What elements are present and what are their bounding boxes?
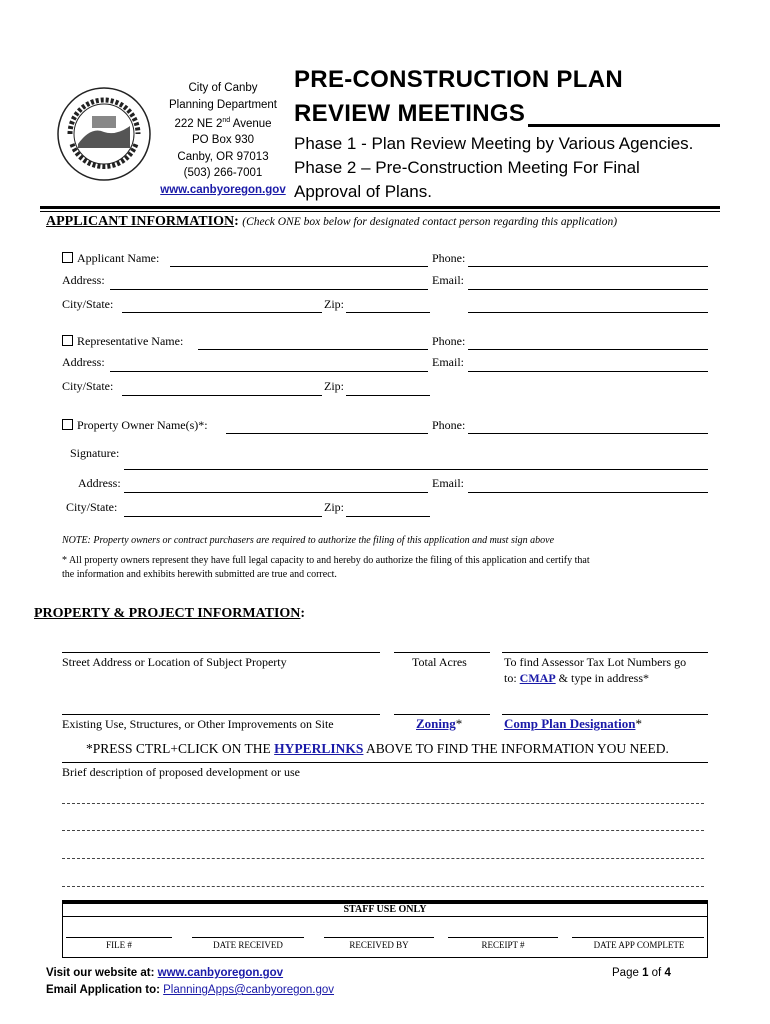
representative-phone-label: Phone: (432, 334, 466, 348)
received-by-field[interactable] (324, 937, 434, 938)
representative-address-label: Address: (62, 355, 105, 369)
footer-website-link[interactable]: www.canbyoregon.gov (157, 967, 284, 979)
description-line-1[interactable] (62, 803, 704, 804)
applicant-name-field[interactable] (170, 266, 428, 267)
owner-email-label: Email: (432, 476, 464, 490)
zoning-link[interactable]: Zoning (416, 716, 456, 731)
page-title-line2: REVIEW MEETINGS (294, 100, 526, 127)
applicant-heading: APPLICANT INFORMATION: (Check ONE box below for designated contact person regarding this application) (46, 214, 618, 229)
owner-name-label[interactable]: Property Owner Name(s)*: (62, 418, 208, 433)
description-line-2[interactable] (62, 830, 704, 831)
representative-zip-field[interactable] (346, 395, 430, 396)
header-divider (40, 206, 720, 209)
staff-col-receipt: RECEIPT # (481, 940, 525, 950)
phase-1-text: Phase 1 - Plan Review Meeting by Various Agencies. (294, 134, 694, 153)
dept-pobox: PO Box 930 (191, 134, 254, 147)
receipt-number-field[interactable] (448, 937, 558, 938)
existing-use-label: Existing Use, Structures, or Other Improvements on Site (62, 717, 334, 731)
comp-plan-field[interactable] (502, 714, 708, 715)
applicant-zip-field[interactable] (346, 312, 430, 313)
representative-address-field[interactable] (110, 371, 428, 372)
dept-city: City of Canby (188, 82, 258, 94)
zoning-field[interactable] (394, 714, 490, 715)
page-title-line1: PRE-CONSTRUCTION PLAN (294, 66, 623, 93)
representative-zip-label: Zip: (324, 379, 344, 393)
representative-phone-field[interactable] (468, 349, 708, 350)
owner-zip-field[interactable] (346, 516, 430, 517)
total-acres-field[interactable] (394, 652, 490, 653)
applicant-name-label[interactable]: Applicant Name: (62, 251, 159, 266)
staff-col-date-complete: DATE APP COMPLETE (593, 940, 685, 950)
applicant-address-label: Address: (62, 273, 105, 287)
title-rule (528, 124, 720, 127)
tax-lot-instructions-cont: to: CMAP & type in address* (504, 671, 649, 685)
footer-email: Email Application to: PlanningApps@canbyoregon.gov (46, 984, 335, 996)
owner-certification-line2: the information and exhibits herewith submitted are true and correct. (62, 569, 337, 580)
owner-zip-label: Zip: (324, 500, 344, 514)
existing-use-field[interactable] (62, 714, 380, 715)
owner-city-field[interactable] (124, 516, 322, 517)
dept-name: Planning Department (168, 98, 278, 111)
representative-checkbox[interactable] (62, 335, 73, 346)
comp-plan-label: Comp Plan Designation* (504, 716, 642, 731)
owner-checkbox[interactable] (62, 419, 73, 430)
brief-top-rule (62, 762, 708, 763)
representative-email-label: Email: (432, 355, 464, 369)
file-number-field[interactable] (66, 937, 172, 938)
applicant-checkbox[interactable] (62, 252, 73, 263)
owner-address-label: Address: (78, 476, 121, 490)
representative-name-field[interactable] (198, 349, 428, 350)
dept-phone: (503) 266-7001 (183, 167, 263, 180)
brief-description-label: Brief description of proposed development or use (62, 765, 300, 779)
applicant-phone-label: Phone: (432, 251, 466, 265)
website-link[interactable]: www.canbyoregon.gov (160, 183, 286, 196)
owner-phone-field[interactable] (468, 433, 708, 434)
owner-city-label: City/State: (66, 500, 118, 514)
owner-phone-label: Phone: (432, 418, 466, 432)
staff-use-heading: STAFF USE ONLY (343, 904, 427, 915)
phase-2-text: Phase 2 – Pre-Construction Meeting For Final (294, 158, 640, 177)
applicant-email-label: Email: (432, 273, 464, 287)
applicant-email-field[interactable] (468, 289, 708, 290)
owner-note: NOTE: Property owners or contract purchasers are required to authorize the filing of this application and must sign above (62, 535, 555, 546)
cmap-link[interactable]: CMAP (519, 671, 556, 685)
tax-lot-instructions: To find Assessor Tax Lot Numbers go (504, 655, 687, 669)
applicant-city-field[interactable] (122, 312, 322, 313)
representative-city-label: City/State: (62, 379, 114, 393)
owner-signature-label: Signature: (70, 446, 120, 460)
total-acres-label: Total Acres (412, 655, 467, 669)
footer-website: Visit our website at: www.canbyoregon.gov (46, 967, 284, 979)
owner-certification-line1: * All property owners represent they have full legal capacity to and hereby do authorize the filing of this application and certify that (62, 555, 590, 566)
phase-2-text-cont: Approval of Plans. (294, 182, 432, 201)
representative-email-field[interactable] (468, 371, 708, 372)
tax-lot-field[interactable] (502, 652, 708, 653)
footer-email-link[interactable]: PlanningApps@canbyoregon.gov (163, 984, 335, 996)
date-complete-field[interactable] (572, 937, 704, 938)
applicant-phone-field[interactable] (468, 266, 708, 267)
staff-col-date-received: DATE RECEIVED (213, 940, 283, 950)
representative-city-field[interactable] (122, 395, 322, 396)
owner-address-field[interactable] (124, 492, 428, 493)
zoning-label: Zoning* (416, 716, 463, 731)
street-address-field[interactable] (62, 652, 380, 653)
owner-signature-field[interactable] (124, 469, 708, 470)
date-received-field[interactable] (192, 937, 304, 938)
staff-heading-rule (62, 916, 708, 917)
applicant-extra-field[interactable] (468, 312, 708, 313)
city-seal-logo (56, 86, 152, 182)
property-heading: PROPERTY & PROJECT INFORMATION: (34, 606, 306, 621)
hyperlinks-link[interactable]: HYPERLINKS (274, 741, 364, 756)
applicant-zip-label: Zip: (324, 297, 344, 311)
owner-name-field[interactable] (226, 433, 428, 434)
dept-citystate: Canby, OR 97013 (177, 150, 269, 163)
applicant-address-field[interactable] (110, 289, 428, 290)
description-line-4[interactable] (62, 886, 704, 887)
page-number: Page 1 of 4 (612, 967, 671, 979)
staff-col-received-by: RECEIVED BY (349, 940, 409, 950)
staff-col-file: FILE # (106, 940, 132, 950)
representative-name-label[interactable]: Representative Name: (62, 334, 183, 349)
owner-email-field[interactable] (468, 492, 708, 493)
dept-street: 222 NE 2nd Avenue (174, 117, 272, 130)
applicant-city-label: City/State: (62, 297, 114, 311)
department-address-block (160, 80, 286, 198)
hyperlink-instruction: *PRESS CTRL+CLICK ON THE HYPERLINKS ABOVE TO FIND THE INFORMATION YOU NEED. (86, 741, 669, 756)
comp-plan-link[interactable]: Comp Plan Designation (504, 716, 636, 731)
header-divider-thin (40, 211, 720, 212)
street-address-label: Street Address or Location of Subject Property (62, 655, 287, 669)
description-line-3[interactable] (62, 858, 704, 859)
